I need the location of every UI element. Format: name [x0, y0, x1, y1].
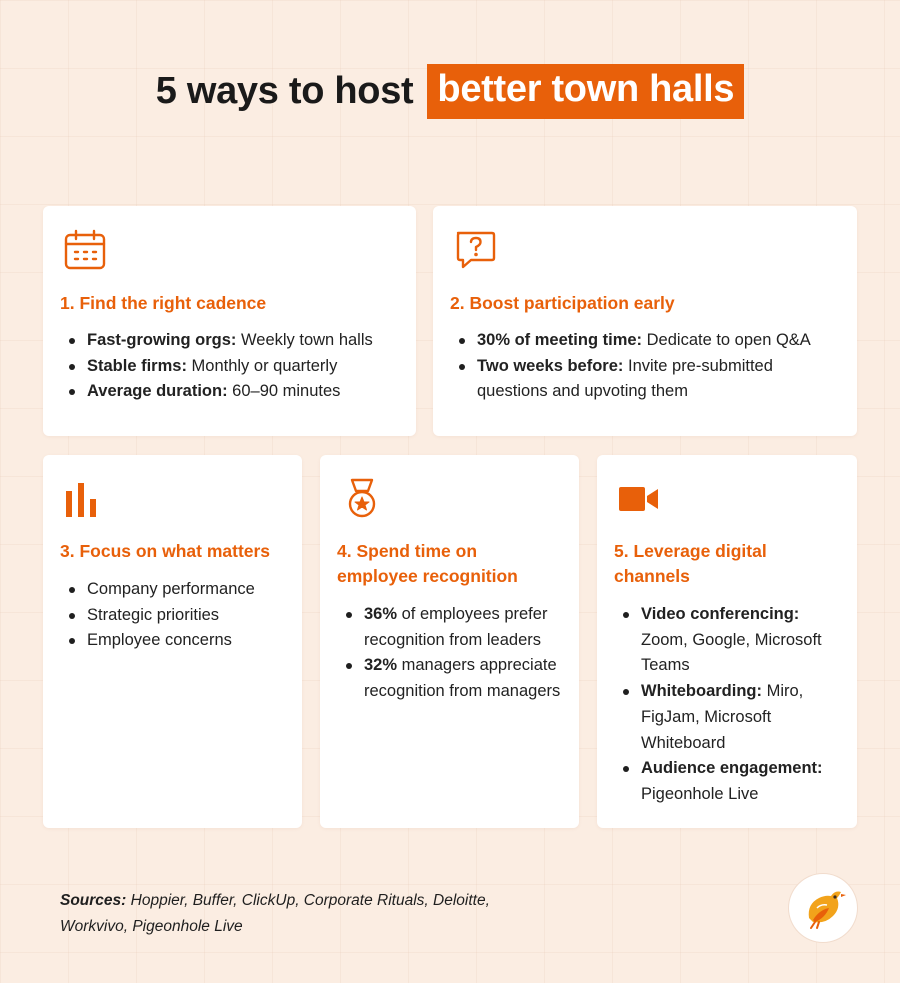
- question-chat-icon: [453, 228, 497, 272]
- card-cadence: [43, 206, 416, 436]
- medal-icon: [340, 477, 384, 521]
- card-list: [453, 328, 843, 405]
- card-digital: [597, 455, 857, 828]
- list-item: Average duration: 60–90 minutes: [63, 379, 403, 405]
- sources-label: Sources:: [60, 892, 127, 909]
- list-item: Strategic priorities: [63, 603, 293, 629]
- page-title: [0, 64, 900, 119]
- list-item: Employee concerns: [63, 628, 293, 654]
- list-item: 36% of employees prefer recognition from leaders: [340, 602, 572, 653]
- card-participation: [433, 206, 857, 436]
- card-focus: [43, 455, 302, 828]
- sources-text: Hoppier, Buffer, ClickUp, Corporate Rituals, Deloitte, Workvivo, Pigeonhole Live: [60, 892, 490, 935]
- list-item: Company performance: [63, 577, 293, 603]
- card-list: [340, 602, 572, 705]
- list-item: Video conferencing: Zoom, Google, Microsoft Teams: [617, 602, 847, 679]
- list-item: Stable firms: Monthly or quarterly: [63, 354, 403, 380]
- card-heading: 1. Find the right cadence: [60, 293, 267, 313]
- list-item: Fast-growing orgs: Weekly town halls: [63, 328, 403, 354]
- card-list: [617, 602, 847, 808]
- list-item: Whiteboarding: Miro, FigJam, Microsoft Whiteboard: [617, 679, 847, 756]
- card-heading: 5. Leverage digital channels: [614, 541, 767, 586]
- calendar-icon: [63, 228, 107, 272]
- pigeon-bird-icon: [789, 874, 857, 942]
- bar-chart-icon: [63, 477, 107, 521]
- list-item: 30% of meeting time: Dedicate to open Q&A: [453, 328, 843, 354]
- title-plain: 5 ways to host: [155, 70, 414, 112]
- list-item: Audience engagement: Pigeonhole Live: [617, 756, 847, 807]
- video-camera-icon: [617, 477, 661, 521]
- card-list: [63, 577, 293, 654]
- card-recognition: [320, 455, 579, 828]
- card-heading: 2. Boost participation early: [450, 293, 675, 313]
- title-highlight: better town halls: [427, 64, 744, 119]
- card-list: [63, 328, 403, 405]
- list-item: Two weeks before: Invite pre-submitted questions and upvoting them: [453, 354, 843, 405]
- sources-note: [60, 888, 540, 940]
- card-heading: 4. Spend time on employee recognition: [337, 541, 518, 586]
- brand-logo: [789, 874, 857, 942]
- list-item: 32% managers appreciate recognition from managers: [340, 653, 572, 704]
- card-heading: 3. Focus on what matters: [60, 541, 271, 561]
